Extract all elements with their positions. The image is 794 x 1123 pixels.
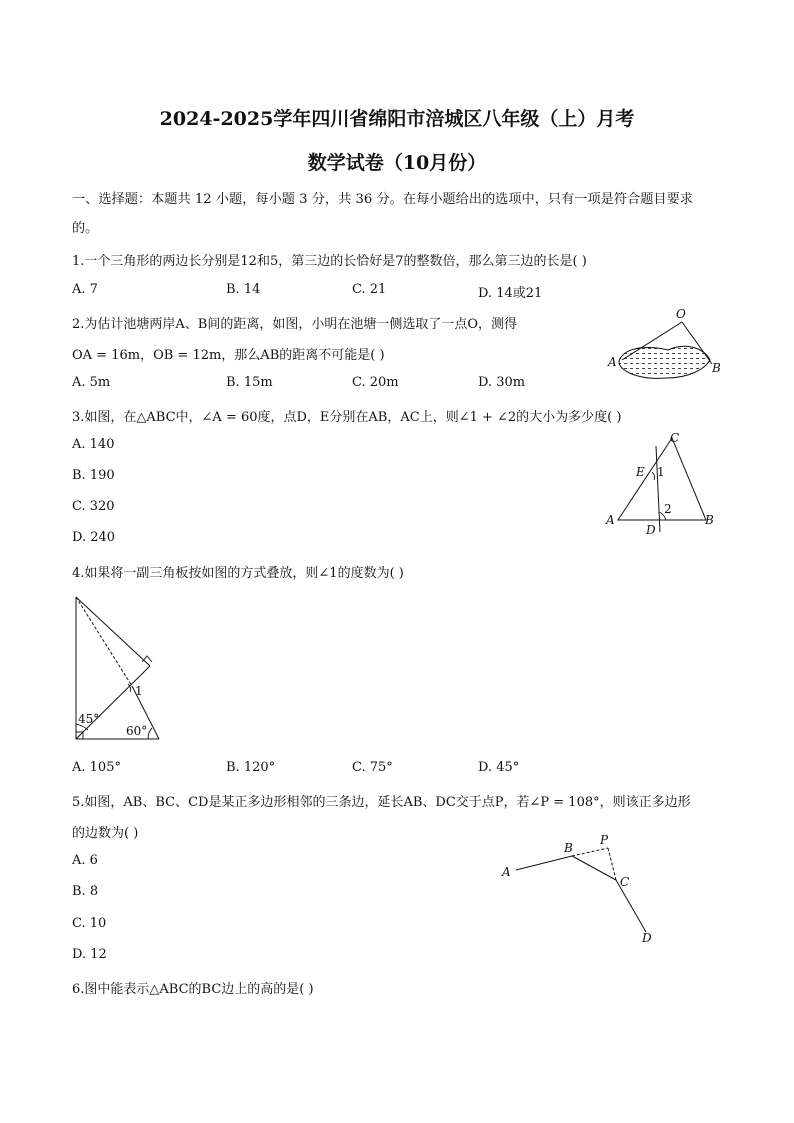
label-b: B (564, 841, 573, 855)
label-a: A (606, 513, 615, 527)
question-2-option-d[interactable]: D. 30m (478, 375, 526, 390)
question-5-polygon-figure (498, 834, 668, 949)
question-3-option-c[interactable]: C. 320 (72, 499, 115, 514)
question-5-option-a[interactable]: A. 6 (72, 853, 98, 868)
label-angle-1: 1 (657, 465, 665, 479)
label-angle-2: 2 (664, 502, 672, 516)
extension-cp (608, 848, 616, 880)
label-angle-1: 1 (135, 684, 143, 698)
question-5-option-d[interactable]: D. 12 (72, 947, 107, 962)
question-5-option-b[interactable]: B. 8 (72, 884, 99, 899)
question-5-option-c[interactable]: C. 10 (72, 916, 107, 931)
question-5-stem-line2: 的边数为( ) (72, 826, 139, 841)
label-d: D (646, 523, 656, 537)
question-4-stem: 4.如果将一副三角板按如图的方式叠放，则∠1的度数为( ) (72, 566, 404, 581)
label-b: B (705, 513, 714, 527)
question-3-stem: 3.如图，在△ABC中，∠A = 60度，点D，E分别在AB，AC上，则∠1 + ∠2的大小为多少度( ) (72, 410, 622, 425)
question-1-stem: 1.一个三角形的两边长分别是12和5，第三边的长恰好是7的整数倍，那么第三边的长是( ) (72, 254, 587, 269)
question-4-option-a[interactable]: A. 105° (72, 760, 121, 775)
label-angle-45: 45° (78, 712, 100, 726)
question-2-stem-line1: 2.为估计池塘两岸A、B间的距离，如图，小明在池塘一侧选取了一点O，测得 (72, 317, 518, 332)
hypotenuse-45 (76, 597, 150, 666)
question-2-option-a[interactable]: A. 5m (72, 375, 111, 390)
question-3-option-a[interactable]: A. 140 (72, 437, 115, 452)
question-1-option-c[interactable]: C. 21 (352, 282, 387, 297)
question-2-option-c[interactable]: C. 20m (352, 375, 399, 390)
question-3-option-b[interactable]: B. 190 (72, 468, 115, 483)
angle-60-arc (148, 728, 152, 739)
question-1-option-b[interactable]: B. 14 (226, 282, 261, 297)
question-3-triangle-figure (600, 428, 730, 538)
edge-bc (572, 856, 616, 880)
label-a: A (608, 355, 617, 369)
question-4-set-squares-figure (70, 592, 170, 747)
label-b: B (712, 361, 721, 375)
label-e: E (636, 465, 645, 479)
label-c: C (620, 875, 630, 889)
pond-shape (619, 346, 710, 378)
triangle-abc (618, 438, 706, 520)
question-5-stem-line1: 5.如图，AB、BC、CD是某正多边形相邻的三条边，延长AB、DC交于点P，若∠P = 108°，则该正多边形 (72, 795, 691, 810)
question-3-option-d[interactable]: D. 240 (72, 530, 116, 545)
section-instructions-line1: 一、选择题：本题共 12 小题，每小题 3 分，共 36 分。在每小题给出的选项中，只有一项是符合题目要求 (72, 192, 693, 207)
label-a: A (502, 865, 511, 879)
exam-title-line2: 数学试卷（10月份） (307, 152, 487, 174)
question-1-option-d[interactable]: D. 14或21 (478, 286, 543, 301)
question-2-stem-line2: OA = 16m，OB = 12m，那么AB的距离不可能是( ) (72, 348, 385, 363)
label-angle-60: 60° (126, 724, 148, 738)
angle-1-arc (652, 472, 655, 480)
question-4-option-b[interactable]: B. 120° (226, 760, 276, 775)
label-c: C (670, 431, 680, 445)
right-angle-mark (142, 656, 152, 662)
edge-ab (516, 856, 572, 870)
label-d: D (642, 931, 652, 945)
question-2-option-b[interactable]: B. 15m (226, 375, 273, 390)
label-p: P (600, 833, 609, 847)
question-2-pond-figure (600, 306, 730, 386)
question-4-option-d[interactable]: D. 45° (478, 760, 520, 775)
exam-title-line1: 2024-2025学年四川省绵阳市涪城区八年级（上）月考 (159, 108, 635, 130)
question-6-stem: 6.图中能表示△ABC的BC边上的高的是( ) (72, 982, 314, 997)
section-instructions-line2: 的。 (72, 221, 99, 236)
question-4-option-c[interactable]: C. 75° (352, 760, 393, 775)
question-1-option-a[interactable]: A. 7 (72, 282, 98, 297)
extension-bp (572, 848, 608, 856)
label-o: O (676, 307, 686, 321)
